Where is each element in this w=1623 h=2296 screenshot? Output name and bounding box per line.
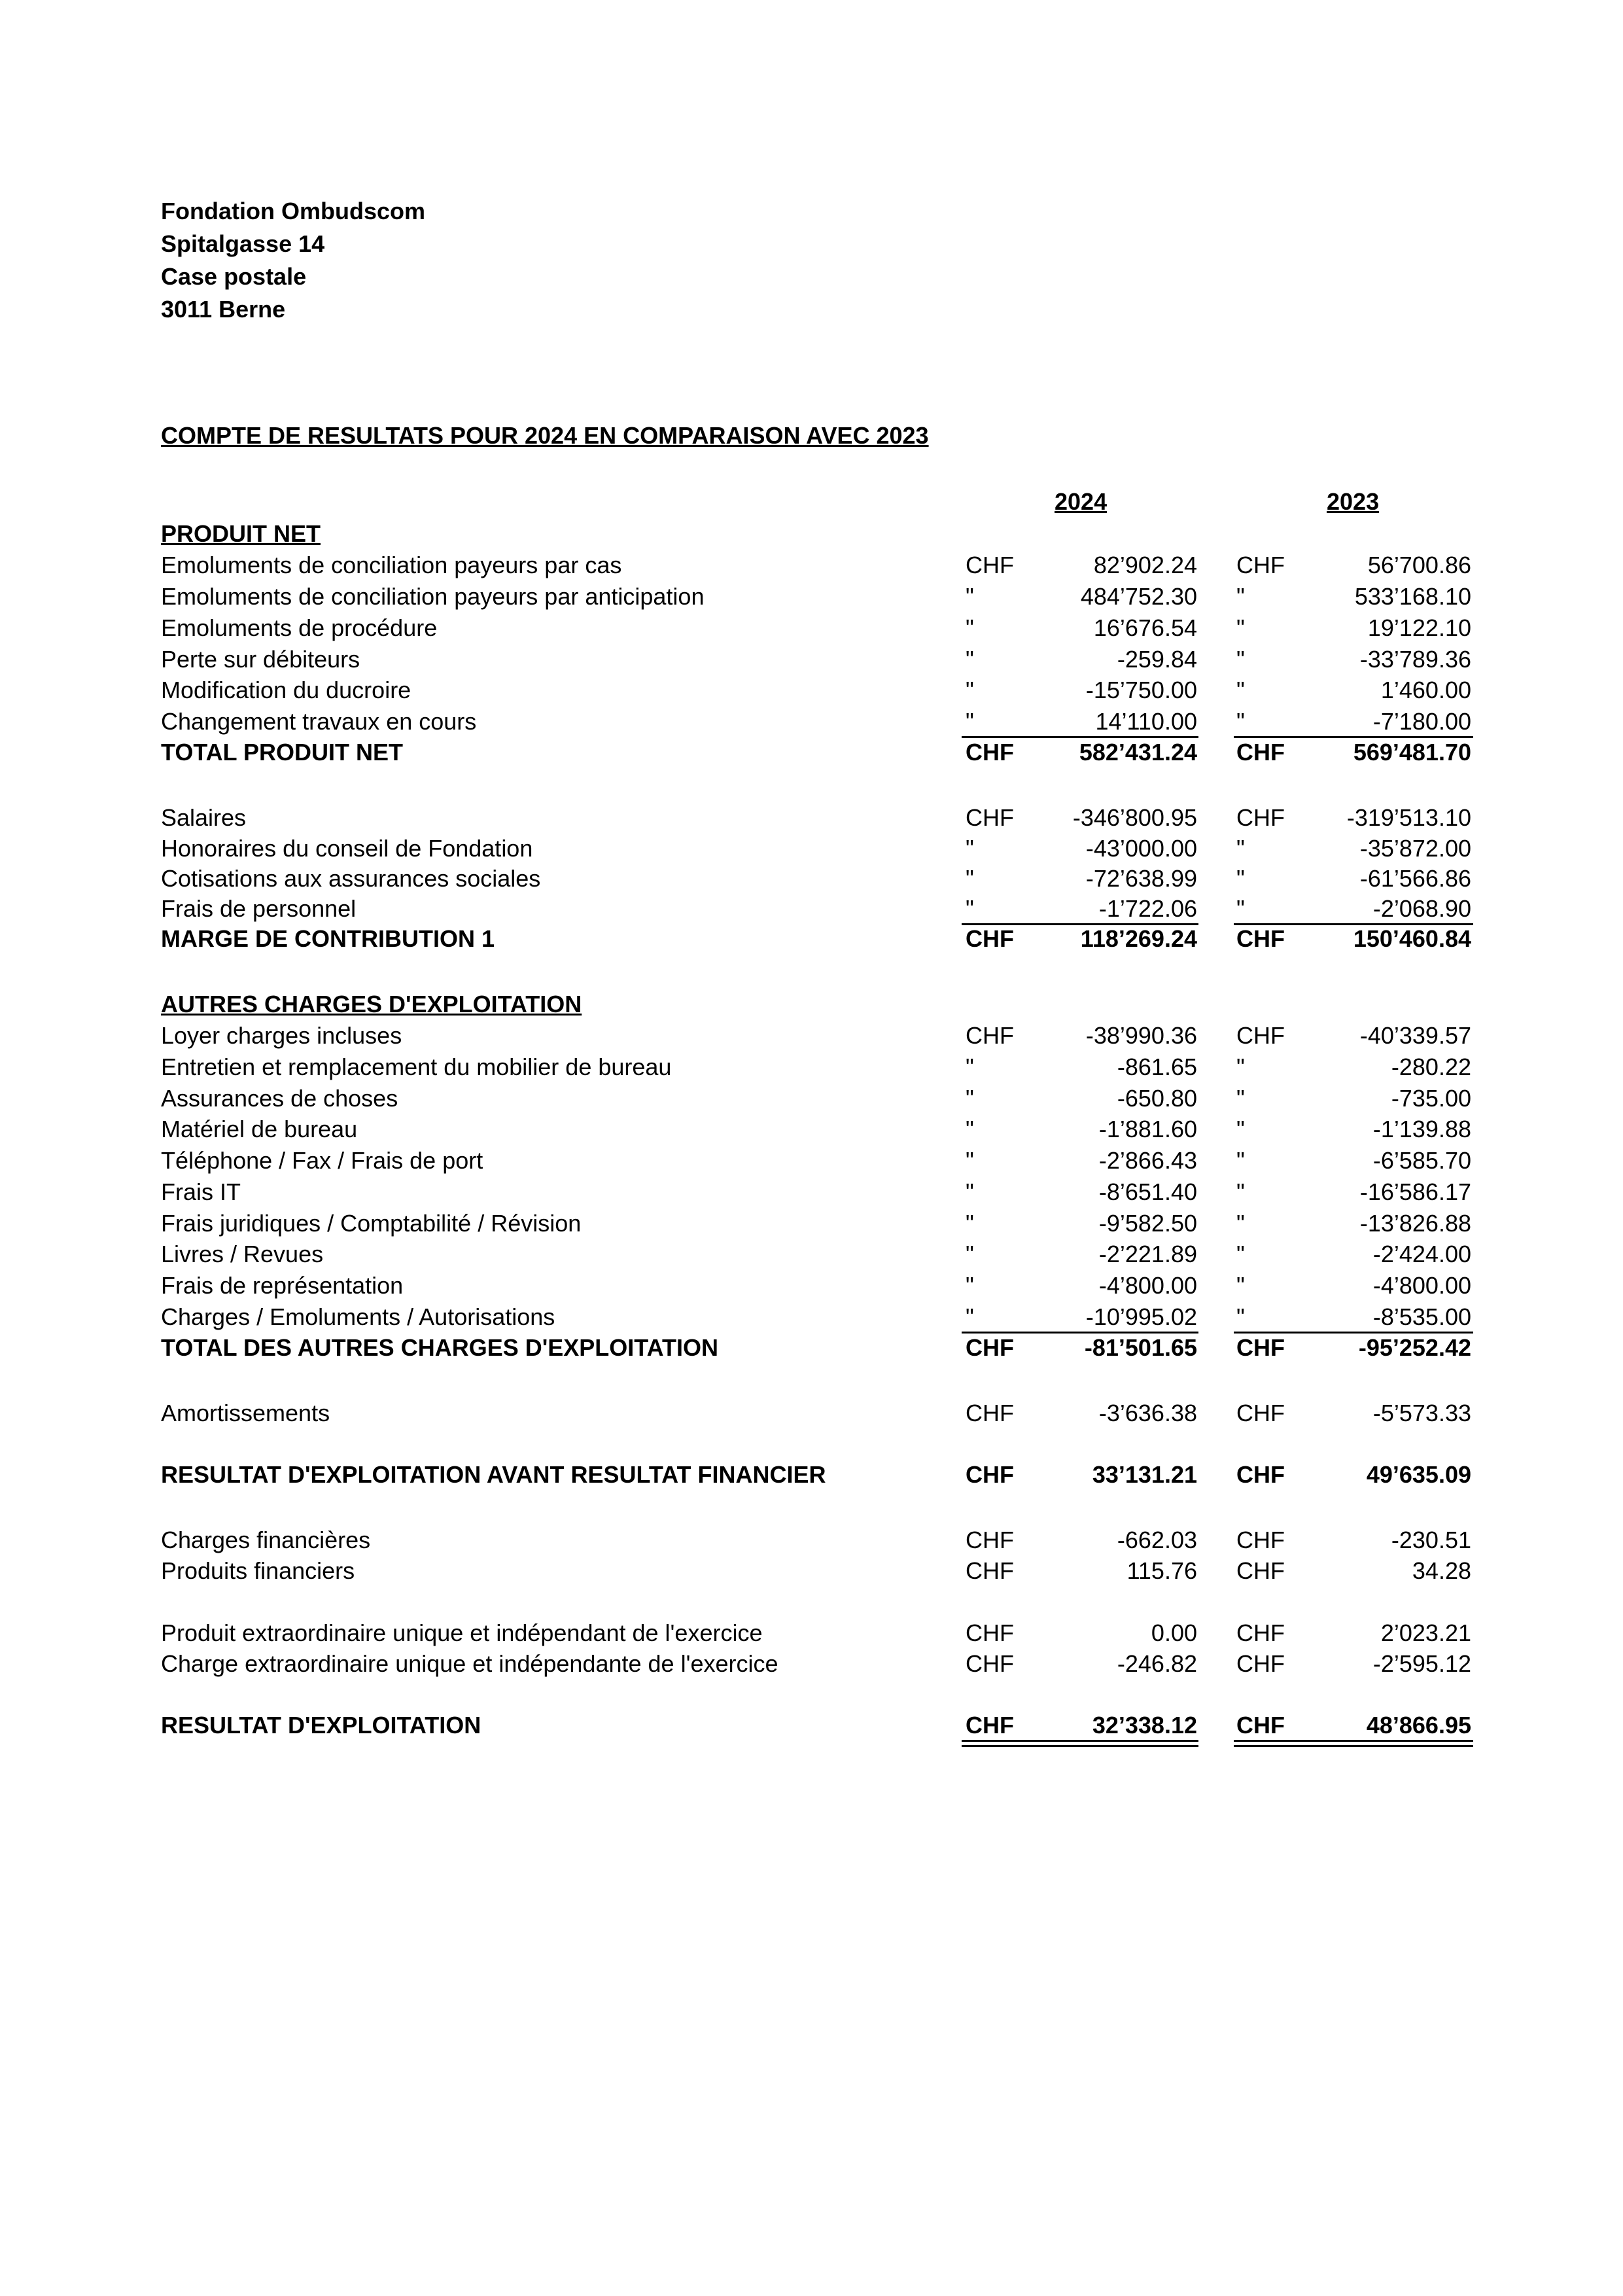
address-line: 3011 Berne — [161, 296, 286, 323]
currency-2024: CHF — [966, 1619, 1014, 1646]
row-label: Frais juridiques / Comptabilité / Révision — [161, 1210, 582, 1237]
currency-2024: " — [966, 1085, 974, 1112]
table-row — [0, 675, 1623, 706]
value-2023: 19’122.10 — [1367, 614, 1471, 641]
value-2023: -35’872.00 — [1359, 835, 1471, 862]
currency-2024: " — [966, 1147, 974, 1174]
currency-2024: " — [966, 708, 974, 735]
row-label: Cotisations aux assurances sociales — [161, 865, 541, 892]
value-2023: -16’586.17 — [1359, 1178, 1471, 1205]
row-label: Produits financiers — [161, 1557, 355, 1584]
row-label: Modification du ducroire — [161, 677, 411, 703]
row-label: TOTAL PRODUIT NET — [161, 739, 404, 766]
currency-2024: CHF — [966, 1650, 1014, 1677]
table-row — [0, 1398, 1623, 1429]
currency-2023: CHF — [1236, 1557, 1285, 1584]
total-row — [0, 737, 1623, 768]
row-label: Charges / Emoluments / Autorisations — [161, 1303, 555, 1330]
value-2024: -2’221.89 — [1098, 1241, 1197, 1267]
row-label: Honoraires du conseil de Fondation — [161, 835, 533, 862]
currency-2023: " — [1236, 708, 1245, 735]
table-row — [0, 1083, 1623, 1114]
value-2023: 48’866.95 — [1366, 1712, 1471, 1739]
value-2024: -9’582.50 — [1098, 1210, 1197, 1237]
value-2023: -33’789.36 — [1359, 646, 1471, 673]
table-row — [0, 833, 1623, 864]
value-2024: -10’995.02 — [1085, 1303, 1197, 1330]
value-2023: -280.22 — [1391, 1053, 1471, 1080]
table-row — [0, 706, 1623, 737]
table-row — [0, 644, 1623, 675]
address-line: Case postale — [161, 263, 307, 290]
currency-2023: CHF — [1236, 1712, 1285, 1739]
value-2023: -4’800.00 — [1372, 1272, 1471, 1299]
value-2023: 533’168.10 — [1354, 583, 1471, 610]
currency-2024: CHF — [966, 1527, 1014, 1553]
double-rule — [962, 1745, 1198, 1747]
currency-2024: CHF — [966, 1461, 1014, 1488]
year-header-2023: 2023 — [1327, 488, 1380, 515]
value-2023: 49’635.09 — [1366, 1461, 1471, 1488]
currency-2023: CHF — [1236, 1400, 1285, 1426]
currency-2023: " — [1236, 1085, 1245, 1112]
address-line: Fondation Ombudscom — [161, 198, 425, 224]
total-row — [0, 1710, 1623, 1741]
year-header-2024: 2024 — [1055, 488, 1108, 515]
value-2023: -61’566.86 — [1359, 865, 1471, 892]
row-label: Emoluments de procédure — [161, 614, 438, 641]
currency-2023: " — [1236, 1147, 1245, 1174]
row-label: MARGE DE CONTRIBUTION 1 — [161, 925, 495, 952]
row-label: Matériel de bureau — [161, 1116, 358, 1142]
currency-2023: CHF — [1236, 804, 1285, 831]
row-label: RESULTAT D'EXPLOITATION — [161, 1712, 481, 1739]
value-2024: -4’800.00 — [1098, 1272, 1197, 1299]
value-2024: -15’750.00 — [1085, 677, 1197, 703]
row-label: Livres / Revues — [161, 1241, 324, 1267]
table-row — [0, 1617, 1623, 1649]
value-2024: 484’752.30 — [1080, 583, 1197, 610]
value-2023: -2’068.90 — [1372, 895, 1471, 922]
value-2024: 115.76 — [1126, 1557, 1197, 1584]
currency-2024: CHF — [966, 925, 1014, 952]
value-2023: -7’180.00 — [1372, 708, 1471, 735]
value-2023: -2’424.00 — [1372, 1241, 1471, 1267]
section-heading — [0, 518, 1623, 550]
currency-2023: " — [1236, 1272, 1245, 1299]
row-label: Entretien et remplacement du mobilier de bureau — [161, 1053, 672, 1080]
value-2024: -1’881.60 — [1098, 1116, 1197, 1142]
currency-2024: " — [966, 1210, 974, 1237]
row-label: Emoluments de conciliation payeurs par cas — [161, 552, 622, 578]
statement-title: COMPTE DE RESULTATS POUR 2024 EN COMPARAISON AVEC 2023 — [161, 422, 929, 449]
row-label: Assurances de choses — [161, 1085, 398, 1112]
value-2024: -650.80 — [1117, 1085, 1197, 1112]
table-row — [0, 1051, 1623, 1083]
table-row — [0, 1555, 1623, 1587]
total-row — [0, 1459, 1623, 1491]
value-2023: -6’585.70 — [1372, 1147, 1471, 1174]
row-label: Produit extraordinaire unique et indépendant de l'exercice — [161, 1619, 763, 1646]
currency-2024: " — [966, 1303, 974, 1330]
row-label: RESULTAT D'EXPLOITATION AVANT RESULTAT FINANCIER — [161, 1461, 826, 1488]
subtotal-rule — [962, 1740, 1198, 1742]
row-label: Frais de représentation — [161, 1272, 404, 1299]
row-label: AUTRES CHARGES D'EXPLOITATION — [161, 991, 582, 1017]
subtotal-rule — [1234, 1740, 1473, 1742]
row-label: Amortissements — [161, 1400, 330, 1426]
currency-2024: " — [966, 1178, 974, 1205]
currency-2023: CHF — [1236, 1619, 1285, 1646]
value-2024: 16’676.54 — [1093, 614, 1197, 641]
currency-2023: CHF — [1236, 1334, 1285, 1361]
currency-2023: CHF — [1236, 1650, 1285, 1677]
total-row — [0, 1332, 1623, 1364]
value-2024: 118’269.24 — [1080, 925, 1197, 952]
value-2024: -72’638.99 — [1085, 865, 1197, 892]
value-2024: -2’866.43 — [1098, 1147, 1197, 1174]
currency-2023: " — [1236, 583, 1245, 610]
section-heading — [0, 989, 1623, 1020]
currency-2023: " — [1236, 1303, 1245, 1330]
value-2023: -40’339.57 — [1359, 1022, 1471, 1049]
row-label: Loyer charges incluses — [161, 1022, 402, 1049]
currency-2023: " — [1236, 1241, 1245, 1267]
table-row — [0, 550, 1623, 581]
row-label: PRODUIT NET — [161, 520, 321, 547]
table-row — [0, 612, 1623, 644]
currency-2023: " — [1236, 1178, 1245, 1205]
total-row — [0, 923, 1623, 955]
currency-2024: CHF — [966, 739, 1014, 766]
value-2023: 1’460.00 — [1380, 677, 1471, 703]
table-row — [0, 581, 1623, 612]
currency-2023: CHF — [1236, 1461, 1285, 1488]
row-label: Téléphone / Fax / Frais de port — [161, 1147, 483, 1174]
table-row — [0, 1301, 1623, 1333]
currency-2023: CHF — [1236, 1527, 1285, 1553]
sender-address — [161, 195, 425, 326]
row-label: Frais IT — [161, 1178, 241, 1205]
value-2024: -38’990.36 — [1085, 1022, 1197, 1049]
value-2024: -346’800.95 — [1072, 804, 1197, 831]
currency-2024: CHF — [966, 1022, 1014, 1049]
currency-2024: CHF — [966, 1334, 1014, 1361]
value-2023: -230.51 — [1391, 1527, 1471, 1553]
value-2024: -662.03 — [1117, 1527, 1197, 1553]
table-row — [0, 802, 1623, 834]
value-2024: 14’110.00 — [1095, 708, 1197, 735]
currency-2023: " — [1236, 1210, 1245, 1237]
currency-2024: " — [966, 677, 974, 703]
row-label: Emoluments de conciliation payeurs par anticipation — [161, 583, 705, 610]
currency-2024: CHF — [966, 1557, 1014, 1584]
value-2024: 582’431.24 — [1079, 739, 1197, 766]
table-row — [0, 863, 1623, 894]
currency-2024: " — [966, 614, 974, 641]
value-2024: -1’722.06 — [1098, 895, 1197, 922]
value-2024: 32’338.12 — [1092, 1712, 1197, 1739]
currency-2024: " — [966, 1116, 974, 1142]
table-row — [0, 1525, 1623, 1556]
value-2024: 82’902.24 — [1093, 552, 1197, 578]
value-2024: -8’651.40 — [1098, 1178, 1197, 1205]
currency-2024: CHF — [966, 1400, 1014, 1426]
currency-2024: " — [966, 1272, 974, 1299]
value-2024: 33’131.21 — [1092, 1461, 1197, 1488]
currency-2023: " — [1236, 1116, 1245, 1142]
currency-2024: " — [966, 646, 974, 673]
row-label: Charge extraordinaire unique et indépendante de l'exercice — [161, 1650, 778, 1677]
table-row — [0, 1270, 1623, 1301]
currency-2024: CHF — [966, 552, 1014, 578]
table-row — [0, 893, 1623, 925]
value-2023: -5’573.33 — [1372, 1400, 1471, 1426]
value-2024: -43’000.00 — [1085, 835, 1197, 862]
value-2024: -81’501.65 — [1084, 1334, 1197, 1361]
currency-2023: CHF — [1236, 739, 1285, 766]
currency-2023: " — [1236, 835, 1245, 862]
currency-2023: " — [1236, 865, 1245, 892]
address-line: Spitalgasse 14 — [161, 230, 325, 257]
currency-2023: " — [1236, 677, 1245, 703]
currency-2023: " — [1236, 614, 1245, 641]
currency-2023: CHF — [1236, 1022, 1285, 1049]
value-2024: -246.82 — [1117, 1650, 1197, 1677]
currency-2023: CHF — [1236, 552, 1285, 578]
currency-2024: CHF — [966, 1712, 1014, 1739]
currency-2023: " — [1236, 895, 1245, 922]
row-label: TOTAL DES AUTRES CHARGES D'EXPLOITATION — [161, 1334, 718, 1361]
value-2023: -1’139.88 — [1372, 1116, 1471, 1142]
table-row — [0, 1648, 1623, 1680]
row-label: Frais de personnel — [161, 895, 357, 922]
row-label: Charges financières — [161, 1527, 371, 1553]
currency-2024: " — [966, 835, 974, 862]
value-2023: -319’513.10 — [1346, 804, 1471, 831]
value-2023: 56’700.86 — [1367, 552, 1471, 578]
table-row — [0, 1114, 1623, 1145]
value-2024: -861.65 — [1117, 1053, 1197, 1080]
currency-2024: " — [966, 1053, 974, 1080]
table-row — [0, 1020, 1623, 1051]
value-2023: 2’023.21 — [1380, 1619, 1471, 1646]
value-2023: 569’481.70 — [1353, 739, 1471, 766]
currency-2024: " — [966, 1241, 974, 1267]
value-2023: -2’595.12 — [1372, 1650, 1471, 1677]
currency-2023: " — [1236, 646, 1245, 673]
currency-2024: " — [966, 895, 974, 922]
value-2024: -259.84 — [1117, 646, 1197, 673]
value-2024: 0.00 — [1151, 1619, 1197, 1646]
table-row — [0, 1239, 1623, 1270]
row-label: Perte sur débiteurs — [161, 646, 360, 673]
currency-2023: CHF — [1236, 925, 1285, 952]
currency-2023: " — [1236, 1053, 1245, 1080]
table-row — [0, 1208, 1623, 1239]
value-2023: -95’252.42 — [1358, 1334, 1471, 1361]
currency-2024: " — [966, 583, 974, 610]
double-rule — [1234, 1745, 1473, 1747]
value-2023: -13’826.88 — [1359, 1210, 1471, 1237]
value-2024: -3’636.38 — [1098, 1400, 1197, 1426]
value-2023: -735.00 — [1391, 1085, 1471, 1112]
row-label: Salaires — [161, 804, 247, 831]
value-2023: 34.28 — [1412, 1557, 1471, 1584]
value-2023: -8’535.00 — [1372, 1303, 1471, 1330]
table-row — [0, 1176, 1623, 1208]
currency-2024: CHF — [966, 804, 1014, 831]
row-label: Changement travaux en cours — [161, 708, 477, 735]
currency-2024: " — [966, 865, 974, 892]
table-row — [0, 1145, 1623, 1176]
value-2023: 150’460.84 — [1353, 925, 1471, 952]
